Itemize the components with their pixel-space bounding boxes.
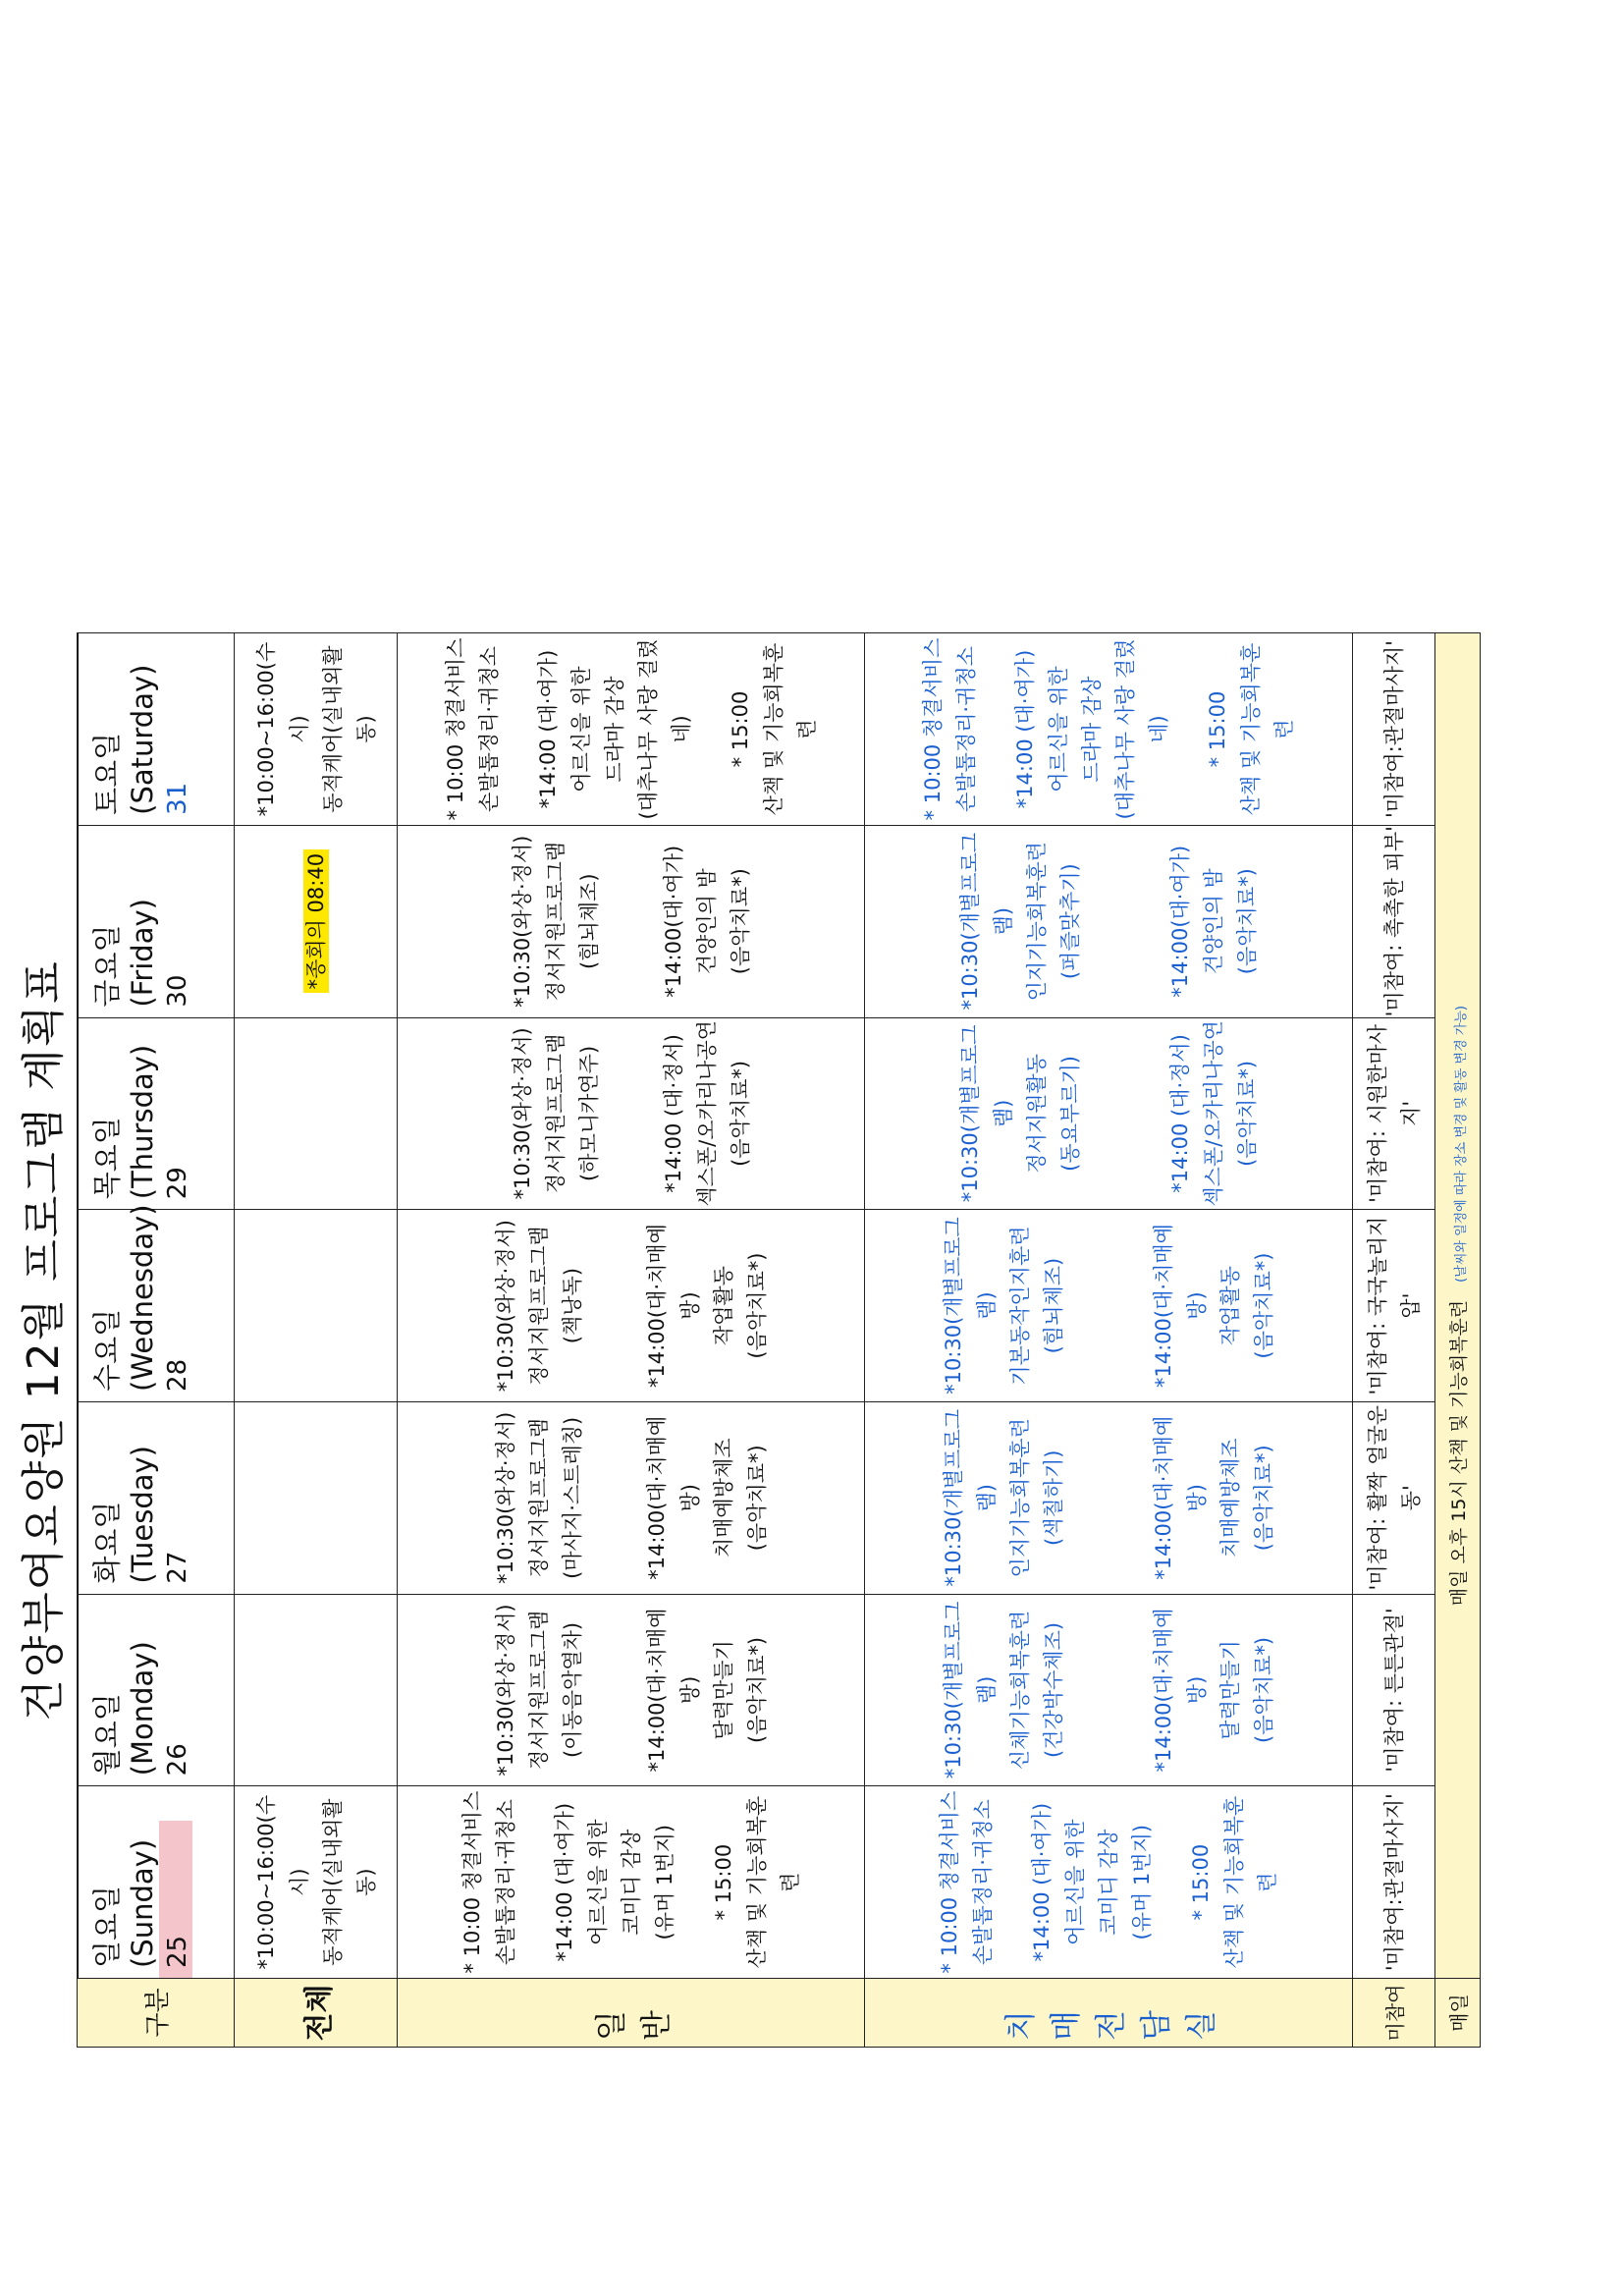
cell-line: * 10:00 청결서비스 [443, 637, 467, 821]
row-label-general [398, 1979, 865, 2048]
cell-line: (음악치료*) [1235, 1060, 1260, 1167]
cell-line: *14:00(대·치매예방) [644, 1415, 702, 1580]
cell-line: (건강박수체조) [1042, 1621, 1066, 1759]
cell-all-wed [234, 1210, 397, 1402]
cell-line: * 10:00 청결서비스 [938, 1790, 962, 1974]
row-general [398, 633, 865, 2048]
day-number: 27 [163, 1551, 192, 1584]
cell-general-sat [398, 633, 865, 826]
cell-line: *10:30(개별프로그램) [958, 1024, 1016, 1203]
cell-line: 동적케어(실내외활동) [320, 1798, 378, 1966]
participation-fri: '미참여: 촉촉한 피부' [1353, 825, 1435, 1017]
cell-line: (퍼즐맞추기) [1058, 863, 1083, 980]
row-label-text: 일 반 [591, 1985, 675, 2041]
cell-line: *14:00 (대·여가) [535, 649, 560, 809]
participation-wed: '미참여: 국국놀리지압' [1353, 1210, 1435, 1402]
cell-line: (음악치료*) [744, 1445, 769, 1552]
cell-line: *10:00~16:00(수시) [253, 641, 311, 817]
cell-line: (음악치료*) [744, 1252, 769, 1359]
cell-line: 정서지원프로그램 [543, 1033, 568, 1194]
cell-line: (힘뇌체조) [1042, 1257, 1066, 1354]
cell-line: *10:30(개별프로그램) [942, 1408, 1000, 1587]
day-name: 일요일(Sunday) [90, 1838, 159, 1968]
cell-line: 어르신을 위한 [568, 666, 593, 793]
cell-line: (음악치료*) [1235, 868, 1260, 975]
cell-line: *14:00(대·여가) [1168, 845, 1193, 998]
cell-line: *14:00 (대·여가) [1030, 1802, 1055, 1962]
cell-line: 어르신을 위한 [1063, 1819, 1088, 1945]
cell-line: 달력만들기 [1218, 1640, 1243, 1740]
day-number: 30 [163, 974, 192, 1008]
cell-general-sun [398, 1786, 865, 1979]
cell-line: 코미디 감상 [1097, 1829, 1121, 1936]
row-label-participation: 미참여 [1353, 1979, 1435, 2048]
cell-line: 정서지원프로그램 [526, 1418, 551, 1578]
cell-line: (음악치료*) [1252, 1636, 1276, 1743]
cell-general-wed [398, 1210, 865, 1402]
cell-line: *10:30(와상·정서) [510, 835, 534, 1008]
participation-sat: '미참여:관절마사지' [1353, 633, 1435, 826]
day-number: 31 [163, 782, 192, 815]
cell-general-thu [398, 1017, 865, 1210]
cell-line: 인지기능회복훈련 [1008, 1418, 1033, 1578]
daily-note [1434, 633, 1480, 1979]
cell-line: 산책 및 기능회복훈련 [761, 642, 819, 816]
cell-line: 신체기능회복훈련 [1008, 1610, 1033, 1771]
cell-dementia-sun [865, 1786, 1353, 1979]
cell-line: 정서지원프로그램 [543, 842, 568, 1002]
cell-all-sun [234, 1786, 397, 1979]
cell-dementia-sat [865, 633, 1353, 826]
day-number: 26 [163, 1743, 192, 1777]
cell-line: * 10:00 청결서비스 [921, 637, 946, 821]
participation-mon: '미참여: 튼튼관절' [1353, 1594, 1435, 1786]
cell-line: * 15:00 [1189, 1843, 1214, 1921]
cell-line: 산책 및 기능회복훈련 [1222, 1795, 1280, 1969]
cell-line: (유머 1번지) [1130, 1824, 1155, 1941]
header-label: 구분 [78, 1979, 235, 2048]
cell-line: (음악치료*) [728, 868, 752, 975]
cell-general-mon [398, 1594, 865, 1786]
day-name: 금요일(Friday) [90, 899, 159, 1008]
cell-general-fri [398, 825, 865, 1017]
row-label-all: 전체 [234, 1979, 397, 2048]
row-label-text: 치 매 전 담 실 [1001, 1985, 1220, 2041]
cell-line: 어르신을 위한 [1047, 666, 1071, 793]
cell-line: 드라마 감상 [602, 676, 626, 783]
row-participation [1353, 633, 1435, 2048]
day-name: 월요일(Monday) [90, 1641, 159, 1777]
day-header-wednesday [78, 1204, 235, 1402]
day-header-monday [78, 1594, 235, 1786]
cell-general-tue [398, 1401, 865, 1594]
cell-line: (대추나무 사랑 걸렸네) [635, 638, 693, 820]
cell-line: 동적케어(실내외활동) [320, 645, 378, 813]
daily-subnote: (날씨와 일정에 따라 장소 변경 및 활동 변경 가능) [1453, 1006, 1469, 1283]
cell-line: *14:00(대·치매예방) [1152, 1415, 1210, 1580]
daily-text: 매일 오후 15시 산책 및 기능회복훈련 [1447, 1299, 1470, 1607]
participation-sun: '미참여:관절마사지' [1353, 1786, 1435, 1979]
cell-line: 어르신을 위한 [585, 1819, 610, 1945]
cell-line: 정서지원활동 [1025, 1054, 1050, 1174]
day-number: 25 [159, 1821, 192, 1978]
cell-line: (음악치료*) [1252, 1252, 1276, 1359]
day-header-tuesday [78, 1401, 235, 1594]
meeting-badge: *종회의 08:40 [303, 849, 329, 994]
cell-line: *14:00(대·치매예방) [1152, 1224, 1210, 1389]
cell-line: 치매예방체조 [711, 1438, 735, 1558]
day-header-sunday [78, 1786, 235, 1979]
cell-line: 건양인의 밤 [694, 868, 719, 975]
cell-line: 기본동작인지훈련 [1008, 1226, 1033, 1386]
day-number: 29 [163, 1167, 192, 1200]
cell-line: *10:30(와상·정서) [493, 1411, 517, 1584]
cell-line: *10:30(개별프로그램) [942, 1217, 1000, 1394]
cell-line: *14:00(대·치매예방) [644, 1224, 702, 1389]
day-name: 목요일(Thursday) [90, 1044, 159, 1200]
cell-dementia-fri [865, 825, 1353, 1017]
cell-line: 섹스폰/오카리나공연 [1202, 1020, 1226, 1207]
cell-line: 작업활동 [711, 1266, 735, 1346]
row-dementia [865, 633, 1353, 2048]
cell-line: (책낭독) [560, 1267, 584, 1344]
cell-line: 작업활동 [1218, 1266, 1243, 1346]
participation-tue: '미참여: 활짝 얼굴운동' [1353, 1401, 1435, 1594]
day-header-saturday [78, 633, 235, 826]
cell-line: (힘뇌체조) [576, 873, 601, 969]
cell-line: (이동음악열차) [560, 1621, 584, 1759]
cell-all-mon [234, 1594, 397, 1786]
header-row [78, 633, 235, 2048]
cell-line: *14:00 (대·여가) [552, 1802, 576, 1962]
cell-line: 코미디 감상 [619, 1829, 643, 1936]
cell-dementia-thu [865, 1017, 1353, 1210]
cell-line: (동요부르기) [1058, 1056, 1083, 1172]
day-name: 토요일(Saturday) [90, 664, 159, 815]
cell-line: 손발톱정리·귀청소 [954, 646, 979, 813]
row-daily [1434, 633, 1480, 2048]
participation-thu: '미참여: 시원한마사지' [1353, 1017, 1435, 1210]
cell-line: 손발톱정리·귀청소 [971, 1799, 996, 1966]
cell-line: *14:00(대·치매예방) [644, 1608, 702, 1773]
cell-line: 치매예방체조 [1218, 1438, 1243, 1558]
cell-line: (하모니카연주) [576, 1045, 601, 1181]
cell-line: 섹스폰/오카리나공연 [694, 1020, 719, 1207]
cell-line: 건양인의 밤 [1202, 868, 1226, 975]
cell-line: (유머 1번지) [652, 1824, 676, 1941]
cell-line: (대추나무 사랑 걸렸네) [1113, 638, 1171, 820]
cell-dementia-wed [865, 1210, 1353, 1402]
cell-line: * 15:00 [711, 1843, 735, 1921]
cell-line: *10:30(와상·정서) [493, 1219, 517, 1393]
cell-line: * 10:00 청결서비스 [460, 1790, 484, 1974]
cell-line: * 15:00 [1206, 690, 1230, 768]
cell-line: *14:00(대·치매예방) [1152, 1608, 1210, 1773]
cell-line: *10:00~16:00(수시) [253, 1794, 311, 1970]
cell-line: 손발톱정리·귀청소 [476, 646, 501, 813]
cell-line: (음악치료*) [744, 1636, 769, 1743]
row-all [234, 633, 397, 2048]
cell-line: *14:00 (대·여가) [1013, 649, 1038, 809]
cell-line: *10:30(와상·정서) [493, 1604, 517, 1777]
cell-line: 드라마 감상 [1080, 676, 1105, 783]
cell-all-thu [234, 1017, 397, 1210]
cell-line: 정서지원프로그램 [526, 1610, 551, 1771]
cell-line: (음악치료*) [1252, 1445, 1276, 1552]
cell-line: 손발톱정리·귀청소 [493, 1799, 517, 1966]
cell-all-fri [234, 825, 397, 1017]
day-header-friday [78, 825, 235, 1017]
cell-line: * 15:00 [728, 690, 752, 768]
cell-line: (색칠하기) [1042, 1449, 1066, 1547]
row-label-daily: 매일 [1434, 1979, 1480, 2048]
cell-line: 정서지원프로그램 [526, 1226, 551, 1386]
cell-line: 산책 및 기능회복훈련 [744, 1795, 802, 1969]
day-name: 화요일(Tuesday) [90, 1446, 159, 1584]
day-header-thursday [78, 1017, 235, 1210]
cell-line: 산책 및 기능회복훈련 [1239, 642, 1297, 816]
cell-dementia-tue [865, 1401, 1353, 1594]
cell-line: *14:00 (대·정서) [1168, 1034, 1193, 1193]
cell-line: *14:00(대·여가) [661, 845, 685, 998]
cell-line: *14:00 (대·정서) [661, 1034, 685, 1193]
day-number: 28 [163, 1358, 192, 1392]
day-name: 수요일(Wednesday) [90, 1204, 159, 1392]
cell-line: 인지기능회복훈련 [1025, 842, 1050, 1002]
schedule-table [77, 632, 1481, 2048]
cell-line: 달력만들기 [711, 1640, 735, 1740]
page-title: 건양부여요양원 12월 프로그램 계획표 [12, 633, 79, 2048]
cell-line: *10:30(와상·정서) [510, 1027, 534, 1200]
cell-line: (음악치료*) [728, 1060, 752, 1167]
cell-line: *10:30(개별프로그램) [942, 1601, 1000, 1779]
cell-line: *10:30(개별프로그램) [958, 832, 1016, 1011]
cell-dementia-mon [865, 1594, 1353, 1786]
cell-line: (마사지·스트레칭) [560, 1416, 584, 1579]
cell-all-sat [234, 633, 397, 826]
cell-all-tue [234, 1401, 397, 1594]
row-label-dementia [865, 1979, 1353, 2048]
schedule-sheet [12, 633, 1623, 2048]
